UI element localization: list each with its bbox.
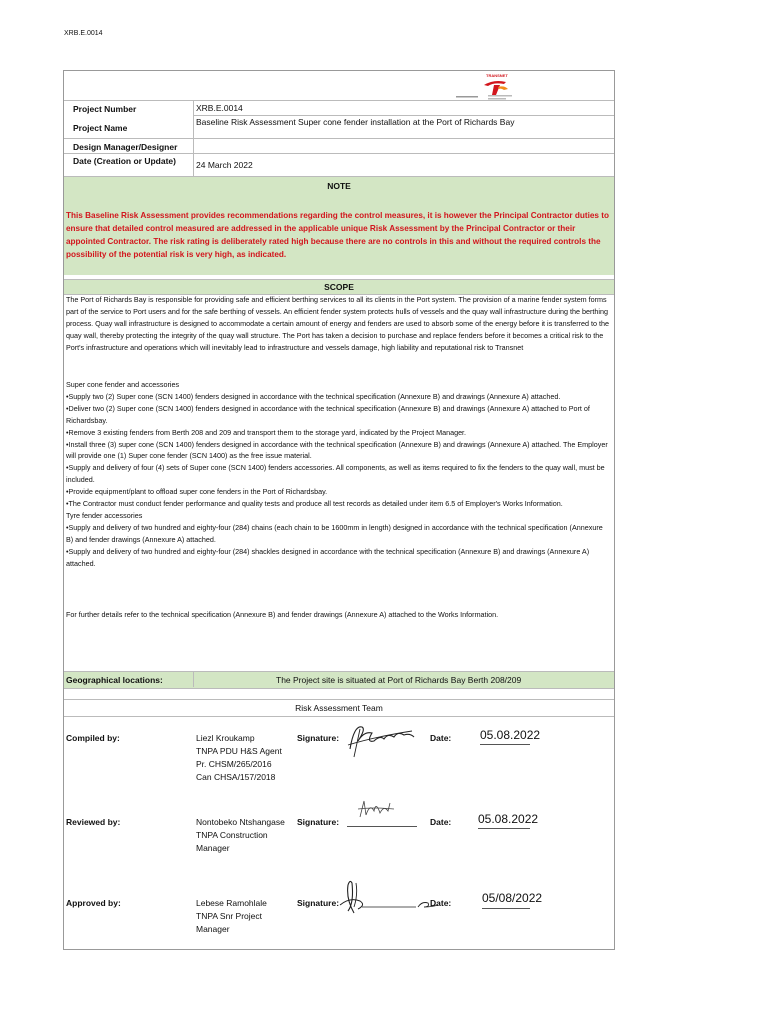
reviewed-title-2: Manager <box>196 843 230 853</box>
note-title: NOTE <box>327 181 351 191</box>
compiled-registration: Pr. CHSM/265/2016 <box>196 759 272 769</box>
compiled-by-label: Compiled by: <box>66 733 120 743</box>
approved-signature-label: Signature: <box>297 898 340 908</box>
scope-item: •Remove 3 existing fenders from Berth 208 and 209 and transport them to the storage yard, indicated by the Project Manager. <box>66 427 467 437</box>
project-number-value: XRB.E.0014 <box>196 103 243 113</box>
approved-title-2: Manager <box>196 924 230 934</box>
reviewed-date: 05.08.2022 <box>478 812 539 826</box>
scope-item: •Provide equipment/plant to offload super cone fenders in the Port of Richardsbay. <box>66 487 328 497</box>
designer-label: Design Manager/Designer <box>73 142 178 152</box>
scope-title: SCOPE <box>324 282 354 292</box>
scope-intro: The Port of Richards Bay is responsible for providing safe and efficient berthing services to all its clients in the Port system. The provision of a marine fender system forms part of the service to Port users and for the safe berthing of vessels. An efficient fender system protects hulls of vessels and the quay wall infrastructure during the berthing process. Quay wall infrastructure is designed to accommodate a certain amount of energy and fenders are used to absorb some of the energy before it is transferred to the quay wall, thereby protecting the integrity of the quay wall structure. The Port has taken a decision to purchase and replace fenders before it becomes a critical risk to the Port's infrastructure and operations which will inevitably lead to infrastructure and vessels damage, high liability and reputational risk to Transnet <box>66 295 609 352</box>
date-created-value: 24 March 2022 <box>196 160 253 170</box>
svg-text:TRANSNET: TRANSNET <box>486 73 508 78</box>
reviewed-date-label: Date: <box>430 817 452 827</box>
project-number-label: Project Number <box>73 104 137 114</box>
scope-list <box>66 379 610 570</box>
compiled-name: Liezl Kroukamp <box>196 733 255 743</box>
compiled-date-label: Date: <box>430 733 452 743</box>
scope-item: •Supply and delivery of two hundred and eighty-four (284) shackles designed in accordance with the technical specification (Annexure B) and drawings (Annexure A) attached. <box>66 546 590 568</box>
date-created-label: Date (Creation or Update) <box>73 156 176 166</box>
scope-item: •The Contractor must conduct fender performance and quality tests and produce all test records as detailed under item 6.5 of Employer's Works Information. <box>66 499 563 509</box>
document-reference: XRB.E.0014 <box>64 30 103 37</box>
approved-name: Lebese Ramohlale <box>196 898 267 908</box>
note-text: This Baseline Risk Assessment provides recommendations regarding the control measures, it is however the Principal Contractor duties to ensure that detailed control measured are addressed in the applicable unique Risk Assessment by the Principal Contractor or their appointed Contractor. The risk rating is deliberately rated high because there are no controls in this and without the required controls the possibility of the potential risk is very high, as indicated. <box>66 211 609 259</box>
approved-date-label: Date: <box>430 898 452 908</box>
scope-heading-tyre: Tyre fender accessories <box>66 510 143 520</box>
compiled-date: 05.08.2022 <box>480 728 541 742</box>
geo-value: The Project site is situated at Port of Richards Bay Berth 208/209 <box>276 675 522 685</box>
reviewed-signature <box>354 797 404 823</box>
transnet-logo <box>444 73 524 103</box>
team-title: Risk Assessment Team <box>295 703 383 713</box>
compiled-signature-label: Signature: <box>297 733 340 743</box>
scope-item: •Supply and delivery of two hundred and eighty-four (284) chains (each chain to be 1600mm in length) designed in accordance with the technical specification (Annexure B) and fender drawings (Annexure A) attached. <box>66 522 603 544</box>
approved-signature <box>336 877 444 917</box>
reviewed-signature-label: Signature: <box>297 817 340 827</box>
scope-item: •Deliver two (2) Super cone (SCN 1400) fenders designed in accordance with the technical specification (Annexure B) and drawings (Annexure A) attached to Port of Richardsbay. <box>66 403 590 425</box>
approved-title: TNPA Snr Project <box>196 911 262 921</box>
geo-label: Geographical locations: <box>66 675 163 685</box>
compiled-candidate: Can CHSA/157/2018 <box>196 772 276 782</box>
project-name-label: Project Name <box>73 123 128 133</box>
scope-item: •Supply two (2) Super cone (SCN 1400) fenders designed in accordance with the technical specification (Annexure B) and drawings (Annexure A) attached. <box>66 391 561 401</box>
reviewed-by-label: Reviewed by: <box>66 817 121 827</box>
project-name-value: Baseline Risk Assessment Super cone fender installation at the Port of Richards Bay <box>196 117 515 127</box>
scope-item: •Supply and delivery of four (4) sets of Super cone (SCN 1400) fenders accessories. All components, as well as items required to fix the fenders to the quay wall, must be included. <box>66 463 605 485</box>
approved-by-label: Approved by: <box>66 898 121 908</box>
scope-further-details: For further details refer to the technical specification (Annexure B) and fender drawings (Annexure A) attached to the Works Information. <box>66 610 499 619</box>
risk-assessment-sheet <box>63 70 615 950</box>
scope-heading-super-cone: Super cone fender and accessories <box>66 380 180 389</box>
reviewed-title: TNPA Construction <box>196 830 268 840</box>
approved-date: 05/08/2022 <box>482 891 543 905</box>
scope-item: •Install three (3) super cone (SCN 1400) fenders designed in accordance with the technical specification (Annexure B) and drawings (Annexure A) attached. The Employer will provide one (1) Super cone fender (SCN 1400) as the free issue material. <box>66 439 608 461</box>
compiled-title: TNPA PDU H&S Agent <box>196 746 282 756</box>
reviewed-name: Nontobeko Ntshangase <box>196 817 285 827</box>
compiled-signature <box>344 719 416 759</box>
